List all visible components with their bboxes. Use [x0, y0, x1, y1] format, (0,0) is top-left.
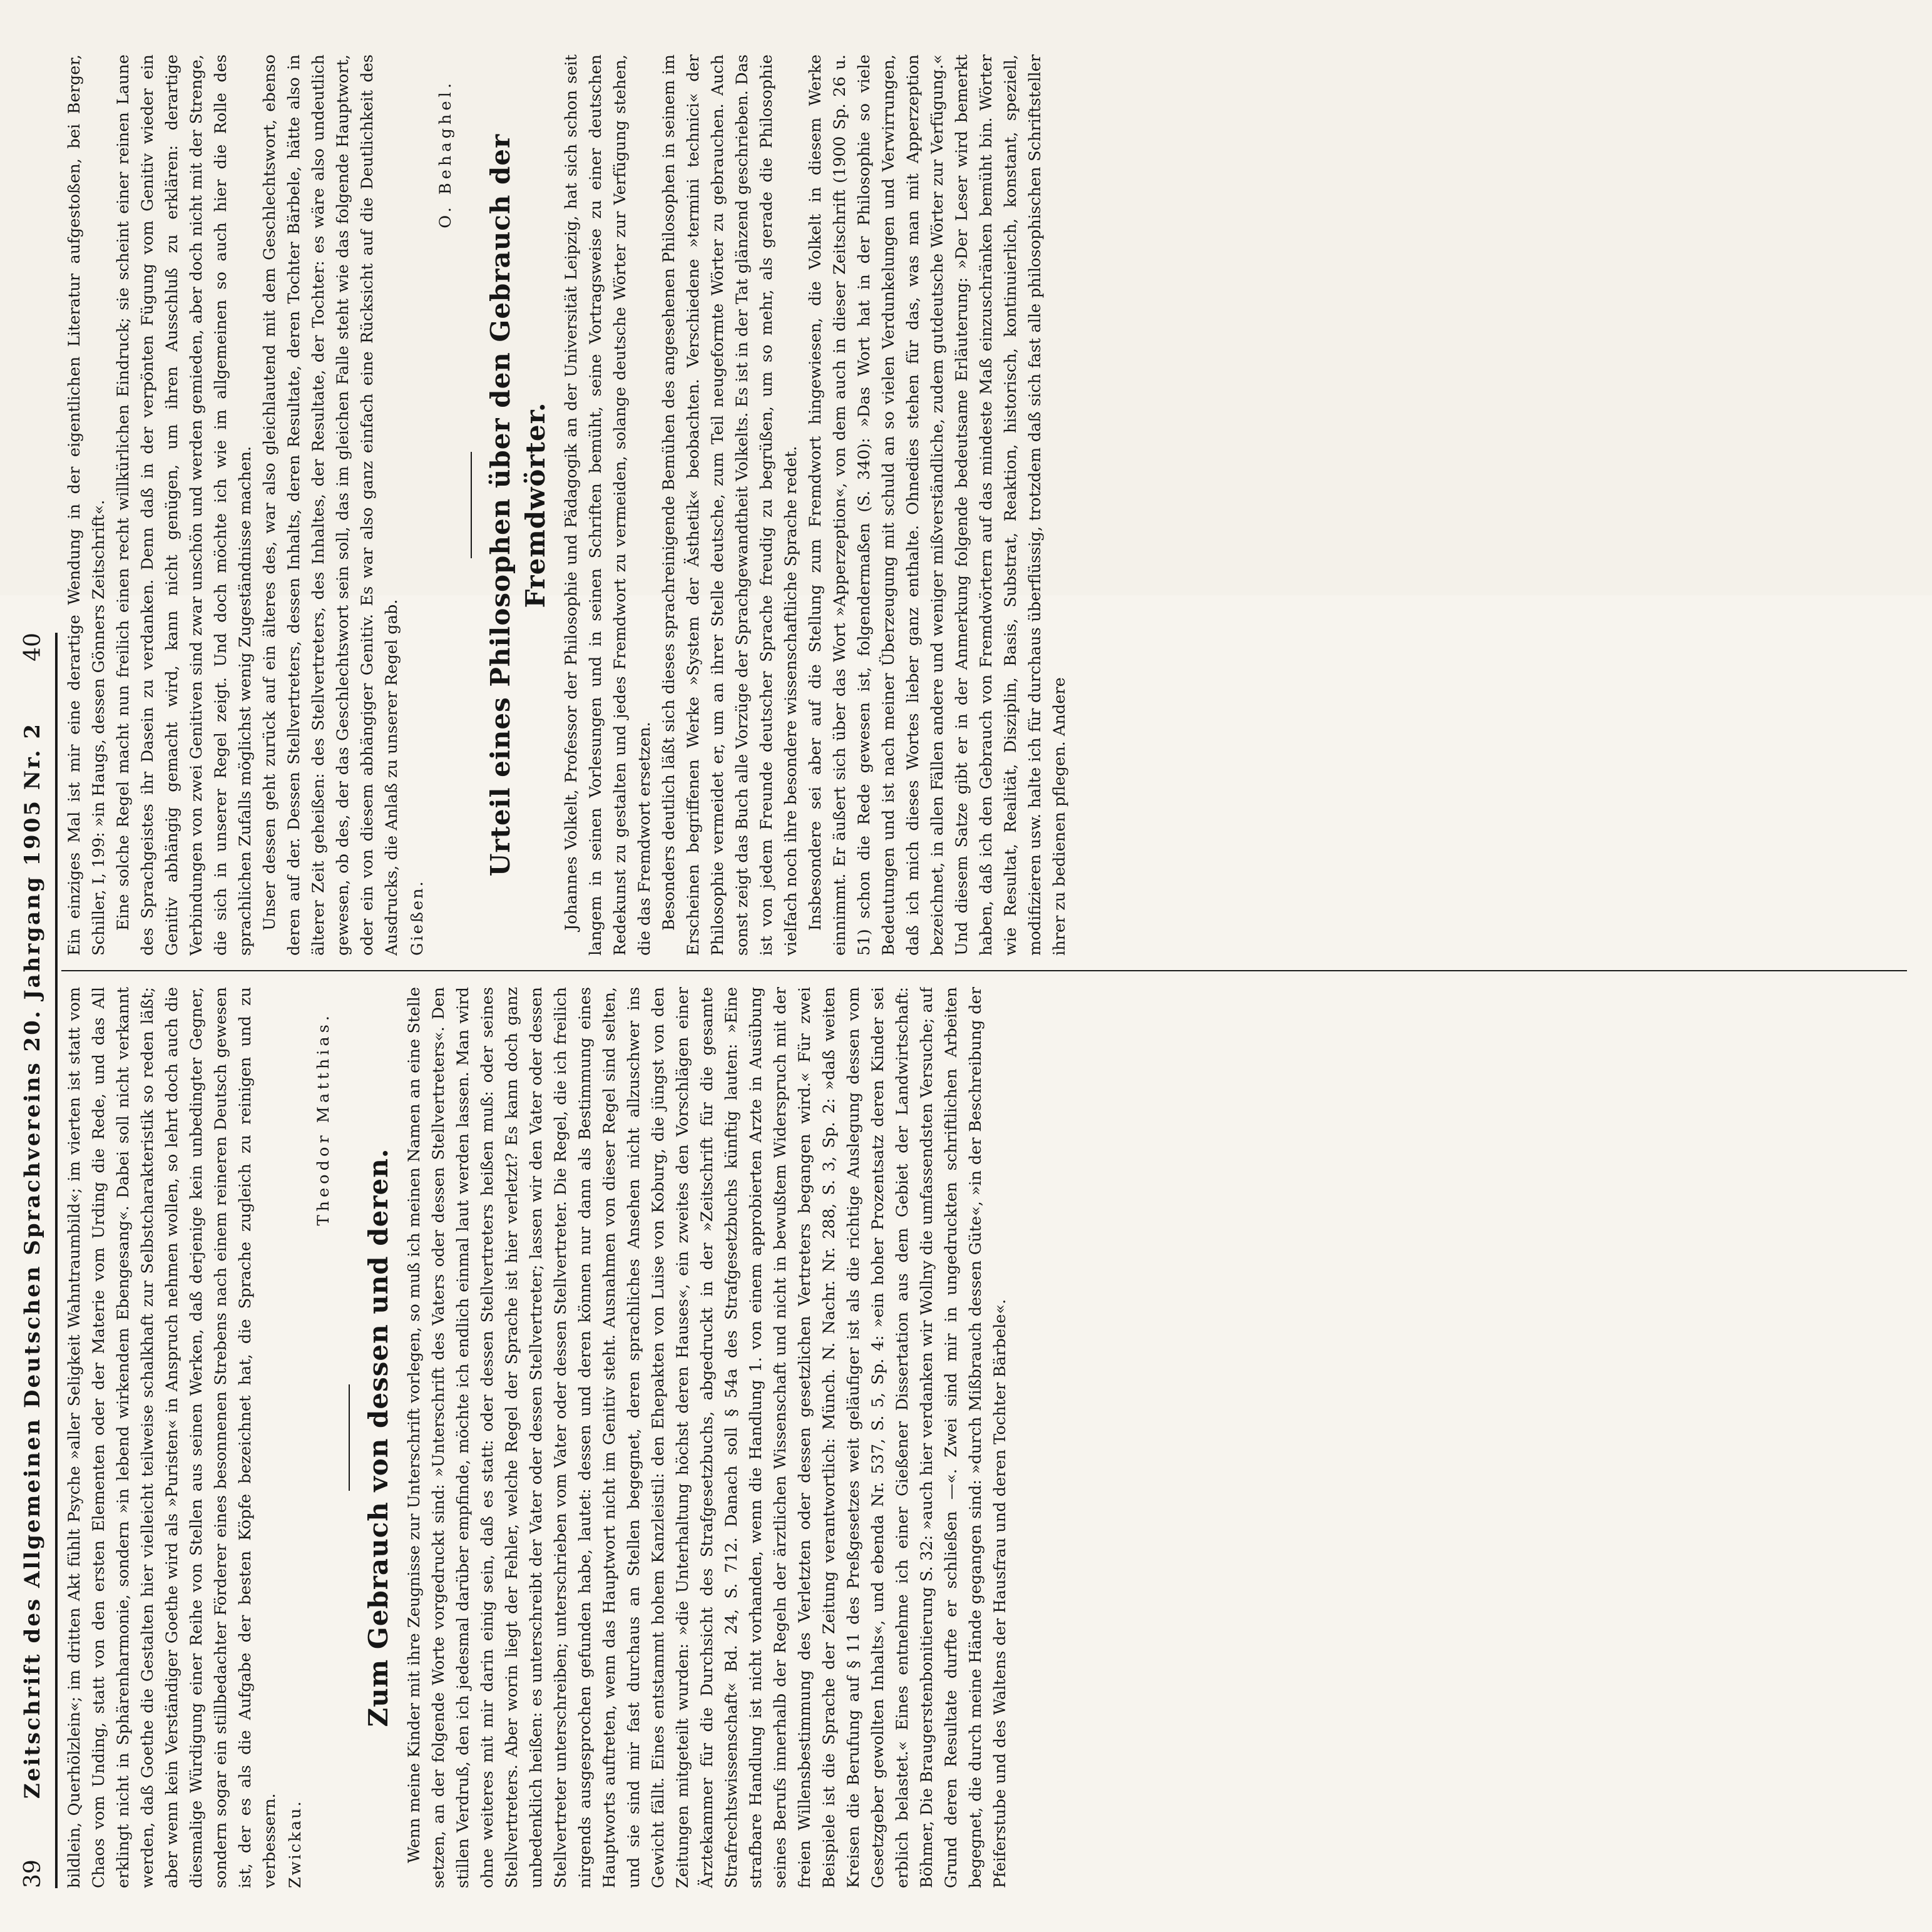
article-title: Zum Gebrauch von dessen und deren. [363, 1148, 394, 1727]
right-page-number: 40 [19, 633, 46, 662]
place-name: Gießen. [408, 879, 427, 956]
page-header [14, 633, 51, 1888]
left-page-number: 39 [19, 1859, 46, 1888]
rotated-page [0, 54, 1932, 1932]
paragraph: Eine solche Regel macht nun freilich einen recht willkürlichen Eindruck; sie scheint einer reinen Laune des Sprachgeistes ihr Dasein zu verdanken. Denn daß in der verpönten Fügung vom Genitiv wieder ein Genitiv abhängig gemacht wird, kann nicht genügen, um ihren Ausschluß zu erklären: derartige Verbindungen von zwei Genitiven sind zwar unschön und werden gemieden, aber doch nicht mit der Strenge, die sich in unserer Regel zeigt. Und doch möchte ich wie im allgemeinen so auch hier die Rolle des sprachlichen Zufalls möglichst wenig Zugeständnisse machen. [114, 54, 255, 956]
paragraph: Ein einziges Mal ist mir eine derartige Wendung in der eigentlichen Literatur aufgestoßen, bei Berger, Schiller, I, 199: »in Haugs, dessen Gönners Zeitschrift«. [65, 54, 108, 956]
journal-title: Zeitschrift des Allgemeinen Deutschen Sprachvereins 20. Jahrgang 1905 Nr. 2 [20, 722, 45, 1799]
right-column [63, 54, 1907, 956]
left-column [63, 987, 1907, 1888]
place-name: Zwickau. [286, 1799, 305, 1888]
column-divider [61, 970, 1907, 971]
paragraph: Wenn meine Kinder mit ihre Zeugnisse zur Unterschrift vorlegen, so muß ich meinen Namen an eine Stelle setzen, an der folgende Worte vorgedruckt sind: »Unterschrift des Vaters oder dessen Stellvertreters«. Den stillen Verdruß, den ich jedesmal darüber empfinde, möchte ich endlich einmal laut werden lassen. Man wird ohne weiteres mit mir darin einig sein, daß es statt: oder dessen Stellvertreters heißen muß: oder seines Stellvertreters. Aber worin liegt der Fehler, welche Regel der Sprache ist hier verletzt? Es kann doch ganz unbedenklich heißen: es unterschreibt der Vater oder dessen Stellvertreter; lassen wir den Vater oder dessen Stellvertreter unterschreiben; unterschrieben vom Vater oder dessen Stellvertreter. Die Regel, die ich freilich nirgends ausgesprochen gefunden habe, lautet: dessen und deren können nur dann als Bestimmung eines Hauptworts auftreten, wenn das Hauptwort nicht im Genitiv steht. Ausnahmen von dieser Regel sind selten, und sie sind mir fast durchaus an Stellen begegnet, deren sprachliches Ansehen nicht allzuschwer ins Gewicht fällt. Eines entstammt hohem Kanzleistil: den Ehepakten von Luise von Koburg, die jüngst von den Zeitungen mitgeteilt wurden: »die Unterhaltung höchst deren Hauses«, ein zweites den Vorschlägen einer Ärztekammer für die Durchsicht des Strafgesetzbuchs, abgedruckt in der »Zeitschrift für die gesamte Strafrechtswissenschaft« Bd. 24, S. 712. Danach soll § 54a des Strafgesetzbuchs künftig lauten: »Eine strafbare Handlung ist nicht vorhanden, wenn die Handlung 1. von einem approbierten Arzte in Ausübung seines Berufs innerhalb der Regeln der ärztlichen Wissenschaft und nicht in bewußtem Widerspruch mit der freien Willensbestimmung des Verletzten oder dessen gesetzlichen Vertreters begangen wird.« Für zwei Beispiele ist die Sprache der Zeitung verantwortlich: Münch. N. Nachr. Nr. 288, S. 3, Sp. 2: »daß weiten Kreisen die Berufung auf § 11 des Preßgesetzes weit geläufiger ist als die richtige Auslegung dessen vom Gesetzgeber gewollten Inhalts«, und ebenda Nr. 537, S. 5, Sp. 4: »ein hoher Prozentsatz deren Kinder sei erblich belastet.« Eines entnehme ich einer Gießener Dissertation aus dem Gebiet der Landwirtschaft: Böhmer, Die Braugerstenbonitierung S. 32: »auch hier verdanken wir Wollny die umfassendsten Versuche; auf Grund deren Resultate durfte er schließen —«. Zwei sind mir in ungedruckten schriftlichen Arbeiten begegnet, die durch meine Hände gegangen sind: »durch Mißbrauch dessen Güte«, »in der Beschreibung der Pfeiferstube und des Waltens der Hausfrau und deren Tochter Bärbele«. [405, 987, 1009, 1888]
paragraph: Unser dessen geht zurück auf ein älteres des, war also gleichlautend mit dem Geschlechtswort, ebenso deren auf der. Dessen Stellvertreters, dessen Inhalts, deren Resultate, deren Tochter Bärbele, hätte also in älterer Zeit geheißen: des Stellvertreters, des Inhaltes, der Resultate, der Tochter: es wäre also undeutlich gewesen, ob des, der das Geschlechtswort sein soll, das im gleichen Falle steht wie das folgende Hauptwort, oder ein von diesem abhängiger Genitiv. Es war also ganz einfach eine Rücksicht auf die Deutlichkeit des Ausdrucks, die Anlaß zu unserer Regel gab. [260, 54, 401, 956]
article-title: Urteil eines Philosophen über den Gebrauch der Fremdwörter. [485, 133, 551, 877]
section-divider [349, 1384, 350, 1491]
paragraph: Johannes Volkelt, Professor der Philosophie und Pädagogik an der Universität Leipzig, hat sich schon seit langem in seinen Vorlesungen und in seinen Schriften bemüht, seine Vortragsweise zu einer deutschen Redekunst zu gestalten und jedes Fremdwort zu vermeiden, solange deutsche Wörter zur Verfügung stehen, die das Fremdwort ersetzen. [562, 54, 654, 956]
header-rule [55, 633, 58, 1888]
section-divider [471, 452, 472, 558]
author-signature: O. Behaghel. [436, 79, 455, 228]
author-signature: Theodor Matthias. [314, 1012, 333, 1226]
paragraph: Besonders deutlich läßt sich dieses sprachreinigende Bemühen des angesehenen Philosophen in seinem im Erscheinen begriffenen Werke »System der Ästhetik« beobachten. Verschiedene »termini technici« der Philosophie vermeidet er, um an ihrer Stelle deutsche, zum Teil neugeformte Wörter zu gebrauchen. Auch sonst zeigt das Buch alle Vorzüge der Sprachgewandtheit Volkelts. Es ist in der Tat glänzend geschrieben. Das ist von jedem Freunde deutscher Sprache freudig zu begrüßen, um so mehr, als gerade die Philosophie vielfach noch ihre besondere wissenschaftliche Sprache redet. [660, 54, 800, 956]
paragraph: Insbesondere sei aber auf die Stellung zum Fremdwort hingewiesen, die Volkelt in diesem Werke einnimmt. Er äußert sich über das Wort »Apperzeption«, von dem auch in dieser Zeitschrift (1900 Sp. 26 u. 51) schon die Rede gewesen ist, folgendermaßen (S. 340): »Das Wort hat in der Philosophie so viele Bedeutungen und ist nach meiner Überzeugung mit schuld an so vielen Verdunkelungen und Verwirrungen, daß ich mich dieses Wortes lieber ganz enthalte. Ohnedies stehen für das, was man mit Apperzeption bezeichnet, in allen Fällen andere und weniger mißverständliche, zudem gutdeutsche Wörter zur Verfügung.« Und diesem Satze gibt er in der Anmerkung folgende bedeutsame Erläuterung: »Der Leser wird bemerkt haben, daß ich den Gebrauch von Fremdwörtern auf das mindeste Maß einzuschränken bemüht bin. Wörter wie Resultat, Realität, Disziplin, Basis, Substrat, Reaktion, historisch, kontinuierlich, konstant, speziell, modifizieren usw. halte ich für durchaus überflüssig, trotzdem daß sich fast alle philosophischen Schriftsteller ihrer zu bedienen pflegen. Andere [806, 54, 1069, 956]
paragraph: bildlein, Querhölzlein«; im dritten Akt fühlt Psyche »aller Seligkeit Wahntraumbild«; im vierten ist statt vom Chaos vom Unding, statt von den ersten Elementen oder der Materie vom Urding die Rede, und das All erklingt nicht in Sphärenharmonie, sondern »in lebend wirkendem Ebengesang«. Dabei soll nicht verkannt werden, daß Goethe die Gestalten hier vielleicht teilweise schalkhaft zur Selbstcharakteristik so reden läßt; aber wenn kein Verständiger Goethe wird als »Puristen« in Anspruch nehmen wollen, so lehrt doch auch die diesmalige Würdigung einer Reihe von Stellen aus seinen Werken, daß derjenige kein unbedingter Gegner, sondern sogar ein stillbedachter Förderer eines besonnenen Strebens nach einem reineren Deutsch gewesen ist, der es als die Aufgabe der besten Köpfe bezeichnet hat, die Sprache zugleich zu reinigen und zu verbessern. [65, 987, 279, 1888]
